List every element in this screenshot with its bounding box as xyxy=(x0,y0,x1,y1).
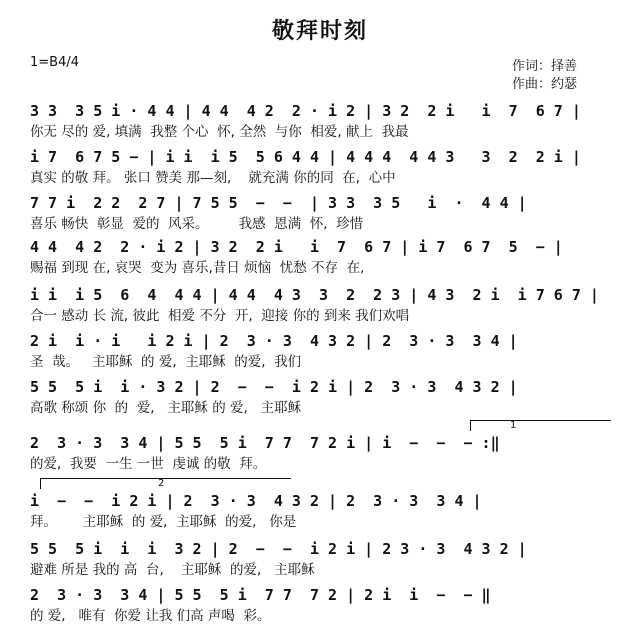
second-ending-bracket xyxy=(40,478,291,489)
score-row-1 xyxy=(30,100,618,146)
score-row-6 xyxy=(30,330,618,376)
lyric-line: 圣 哉。 主耶稣 的 爱, 主耶稣 的爱, 我们 xyxy=(30,354,302,370)
lyric-line: 的爱, 我要 一生 一世 虔诚 的敬 拜。 xyxy=(30,456,267,472)
song-title: 敬拜时刻 xyxy=(271,19,368,44)
lyric-line: 的 爱, 唯有 你爱 让我 们高 声喝 彩。 xyxy=(30,608,271,624)
score-row-3 xyxy=(30,192,618,238)
notation-line: i − − i 2 i | 2 3 · 3 4 3 2 | 2 3 · 3 3 4 | xyxy=(30,492,482,510)
score-row-8 xyxy=(30,432,618,478)
first-ending-bracket xyxy=(470,420,611,431)
second-ending-number: 2 xyxy=(158,478,165,489)
score-row-10 xyxy=(30,538,618,584)
lyric-line: 拜。 主耶稣 的 爱, 主耶稣 的爱, 你是 xyxy=(30,514,297,530)
lyric-line: 喜乐 畅快 彰显 爱的 风采。 我感 恩满 怀, 珍惜 xyxy=(30,216,364,232)
notation-line: 2 3 · 3 3 4 | 5 5 5 i 7 7 7 2 i | i − − − :‖ xyxy=(30,434,500,452)
score-row-5 xyxy=(30,284,618,330)
lyric-line: 高歌 称颂 你 的 爱, 主耶稣 的 爱, 主耶稣 xyxy=(30,400,302,416)
notation-line: 7 7 i 2 2 2 7 | 7 5 5 − − | 3 3 3 5 i · 4 4 | xyxy=(30,194,527,212)
key-signature: 1=B4/4 xyxy=(30,55,80,70)
lyric-line: 合一 感动 长 流, 彼此 相爱 不分 开, 迎接 你的 到来 我们欢唱 xyxy=(30,308,410,324)
notation-line: 2 i i · i i 2 i | 2 3 · 3 4 3 2 | 2 3 · 3 3 4 | xyxy=(30,332,518,350)
score-row-11 xyxy=(30,584,618,630)
lyric-line: 赐福 到现 在, 哀哭 变为 喜乐,昔日 烦恼 忧愁 不存 在, xyxy=(30,260,365,276)
notation-line: 2 3 · 3 3 4 | 5 5 5 i 7 7 7 2 | 2 i i − − ‖ xyxy=(30,586,491,604)
notation-line: 5 5 5 i i i 3 2 | 2 − − i 2 i | 2 3 · 3 4 3 2 | xyxy=(30,540,527,558)
score-row-7 xyxy=(30,376,618,422)
notation-line: i 7 6 7 5 − | i i i 5 5 6 4 4 | 4 4 4 4 4 3 3 2 2 i | xyxy=(30,148,581,166)
notation-line: 4 4 4 2 2 · i 2 | 3 2 2 i i 7 6 7 | i 7 6 7 5 − | xyxy=(30,238,563,256)
notation-line: i i i 5 6 4 4 4 | 4 4 4 3 3 2 2 3 | 4 3 2 i i 7 6 7 | xyxy=(30,286,599,304)
lyric-line: 真实 的敬 拜。 张口 赞美 那—刻, 就充满 你的同 在, 心中 xyxy=(30,170,396,186)
composer-credit: 作曲：约瑟 xyxy=(512,77,578,92)
notation-line: 5 5 5 i i · 3 2 | 2 − − i 2 i | 2 3 · 3 4 3 2 | xyxy=(30,378,518,396)
notation-line: 3 3 3 5 i · 4 4 | 4 4 4 2 2 · i 2 | 3 2 2 i i 7 6 7 | xyxy=(30,102,581,120)
score-row-2 xyxy=(30,146,618,192)
score-row-9 xyxy=(30,490,618,536)
lyric-line: 你无 尽的 爱, 填满 我整 个心 怀, 全然 与你 相爱, 献上 我最 xyxy=(30,124,409,140)
score-row-4 xyxy=(30,236,618,282)
first-ending-number: 1 xyxy=(510,420,517,431)
lyricist-credit: 作词：择善 xyxy=(512,59,578,74)
lyric-line: 避难 所是 我的 高 台, 主耶稣 的爱, 主耶稣 xyxy=(30,562,315,578)
